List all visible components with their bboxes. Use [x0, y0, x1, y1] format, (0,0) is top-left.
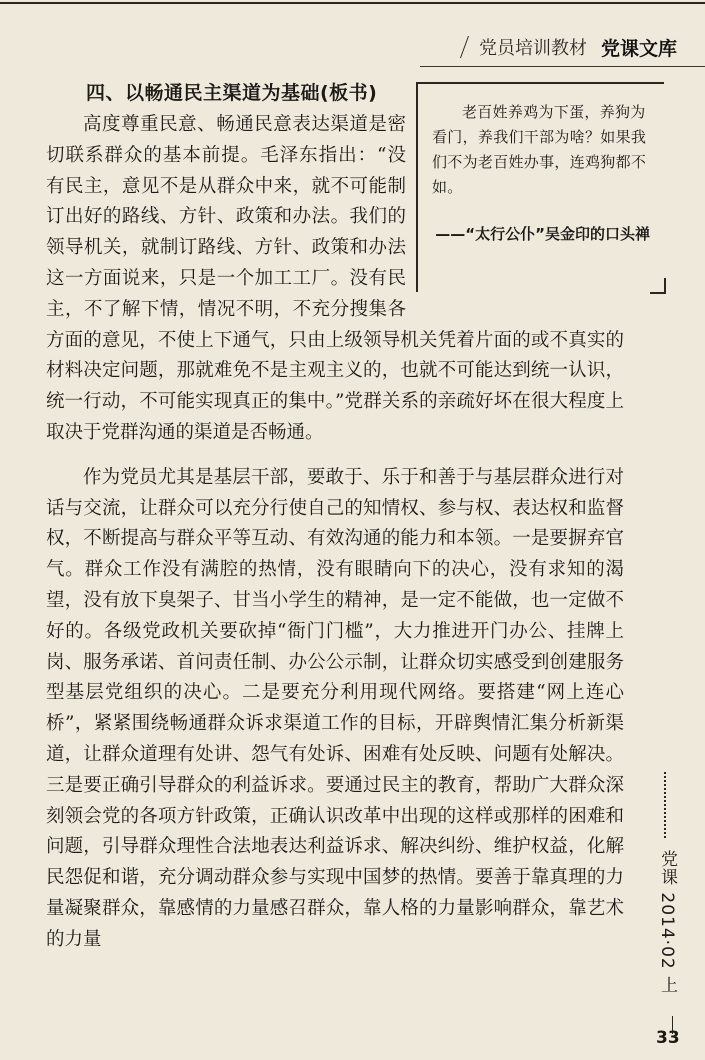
body-text	[46, 110, 624, 956]
page-number: 33	[656, 1028, 680, 1048]
quote-attribution: ——“太行公仆”吴金印的口头禅	[435, 225, 650, 243]
quote-box-spacer	[406, 110, 624, 308]
header-publication: 党课文库	[600, 37, 677, 60]
header-series: 党员培训教材	[478, 38, 587, 59]
running-header	[464, 30, 677, 64]
paragraph-1: 高度尊重民意、畅通民意表达渠道是密切联系群众的基本前提。毛泽东指出：“没有民主，意见不是从群众中来，就不可能制订出好的路线、方针、政策和办法。我们的领导机关，就制订路线、方针、政策和办法这一方面说来，只是一个加工工厂。没有民主，不了解下情，情况不明，不充分搜集各方面的意见，不使上下通气，只由上级领导机关凭着片面的或不真实的材料决定问题，那就难免不是主观主义的，也就不可能达到统一认识，统一行动，不可能实现真正的集中。”党群关系的亲疏好坏在很大程度上取决于党群沟通的渠道是否畅通。	[46, 114, 624, 443]
margin-dotted-rule	[664, 772, 666, 838]
top-edge-rule	[0, 2, 705, 4]
header-rule	[420, 66, 705, 67]
header-separator	[460, 36, 469, 58]
issue-label: 党课 2014·02 上	[657, 850, 677, 995]
section-heading: 四、以畅通民主渠道为基础(板书)	[86, 82, 378, 104]
quote-text: 老百姓养鸡为下蛋，养狗为看门，养我们干部为啥？如果我们不为老百姓办事，连鸡狗都不如。	[432, 103, 647, 196]
quote-box-corner	[650, 278, 666, 294]
paragraph-2: 作为党员尤其是基层干部，要敢于、乐于和善于与基层群众进行对话与交流，让群众可以充分行使自己的知情权、参与权、表达权和监督权，不断提高与群众平等互动、有效沟通的能力和本领。一是要摒弃官气。群众工作没有满腔的热情，没有眼睛向下的决心，没有求知的渴望，没有放下臭架子、甘当小学生的精神，是一定不能做，也一定做不好的。各级党政机关要砍掉“衙门门槛”，大力推进开门办公、挂牌上岗、服务承诺、首问责任制、办公公示制，让群众切实感受到创建服务型基层党组织的决心。二是要充分利用现代网络。要搭建“网上连心桥”，紧紧围绕畅通群众诉求渠道工作的目标，开辟舆情汇集分析新渠道，让群众道理有处讲、怨气有处诉、困难有处反映、问题有处解决。三是要正确引导群众的利益诉求。要通过民主的教育，帮助广大群众深刻领会党的各项方针政策，正确认识改革中出现的这样或那样的困难和问题，引导群众理性合法地表达利益诉求、解决纠纷、维护权益，化解民怨促和谐，充分调动群众参与实现中国梦的热情。要善于靠真理的力量凝聚群众，靠感情的力量感召群众，靠人格的力量影响群众，靠艺术的力量	[46, 466, 624, 950]
